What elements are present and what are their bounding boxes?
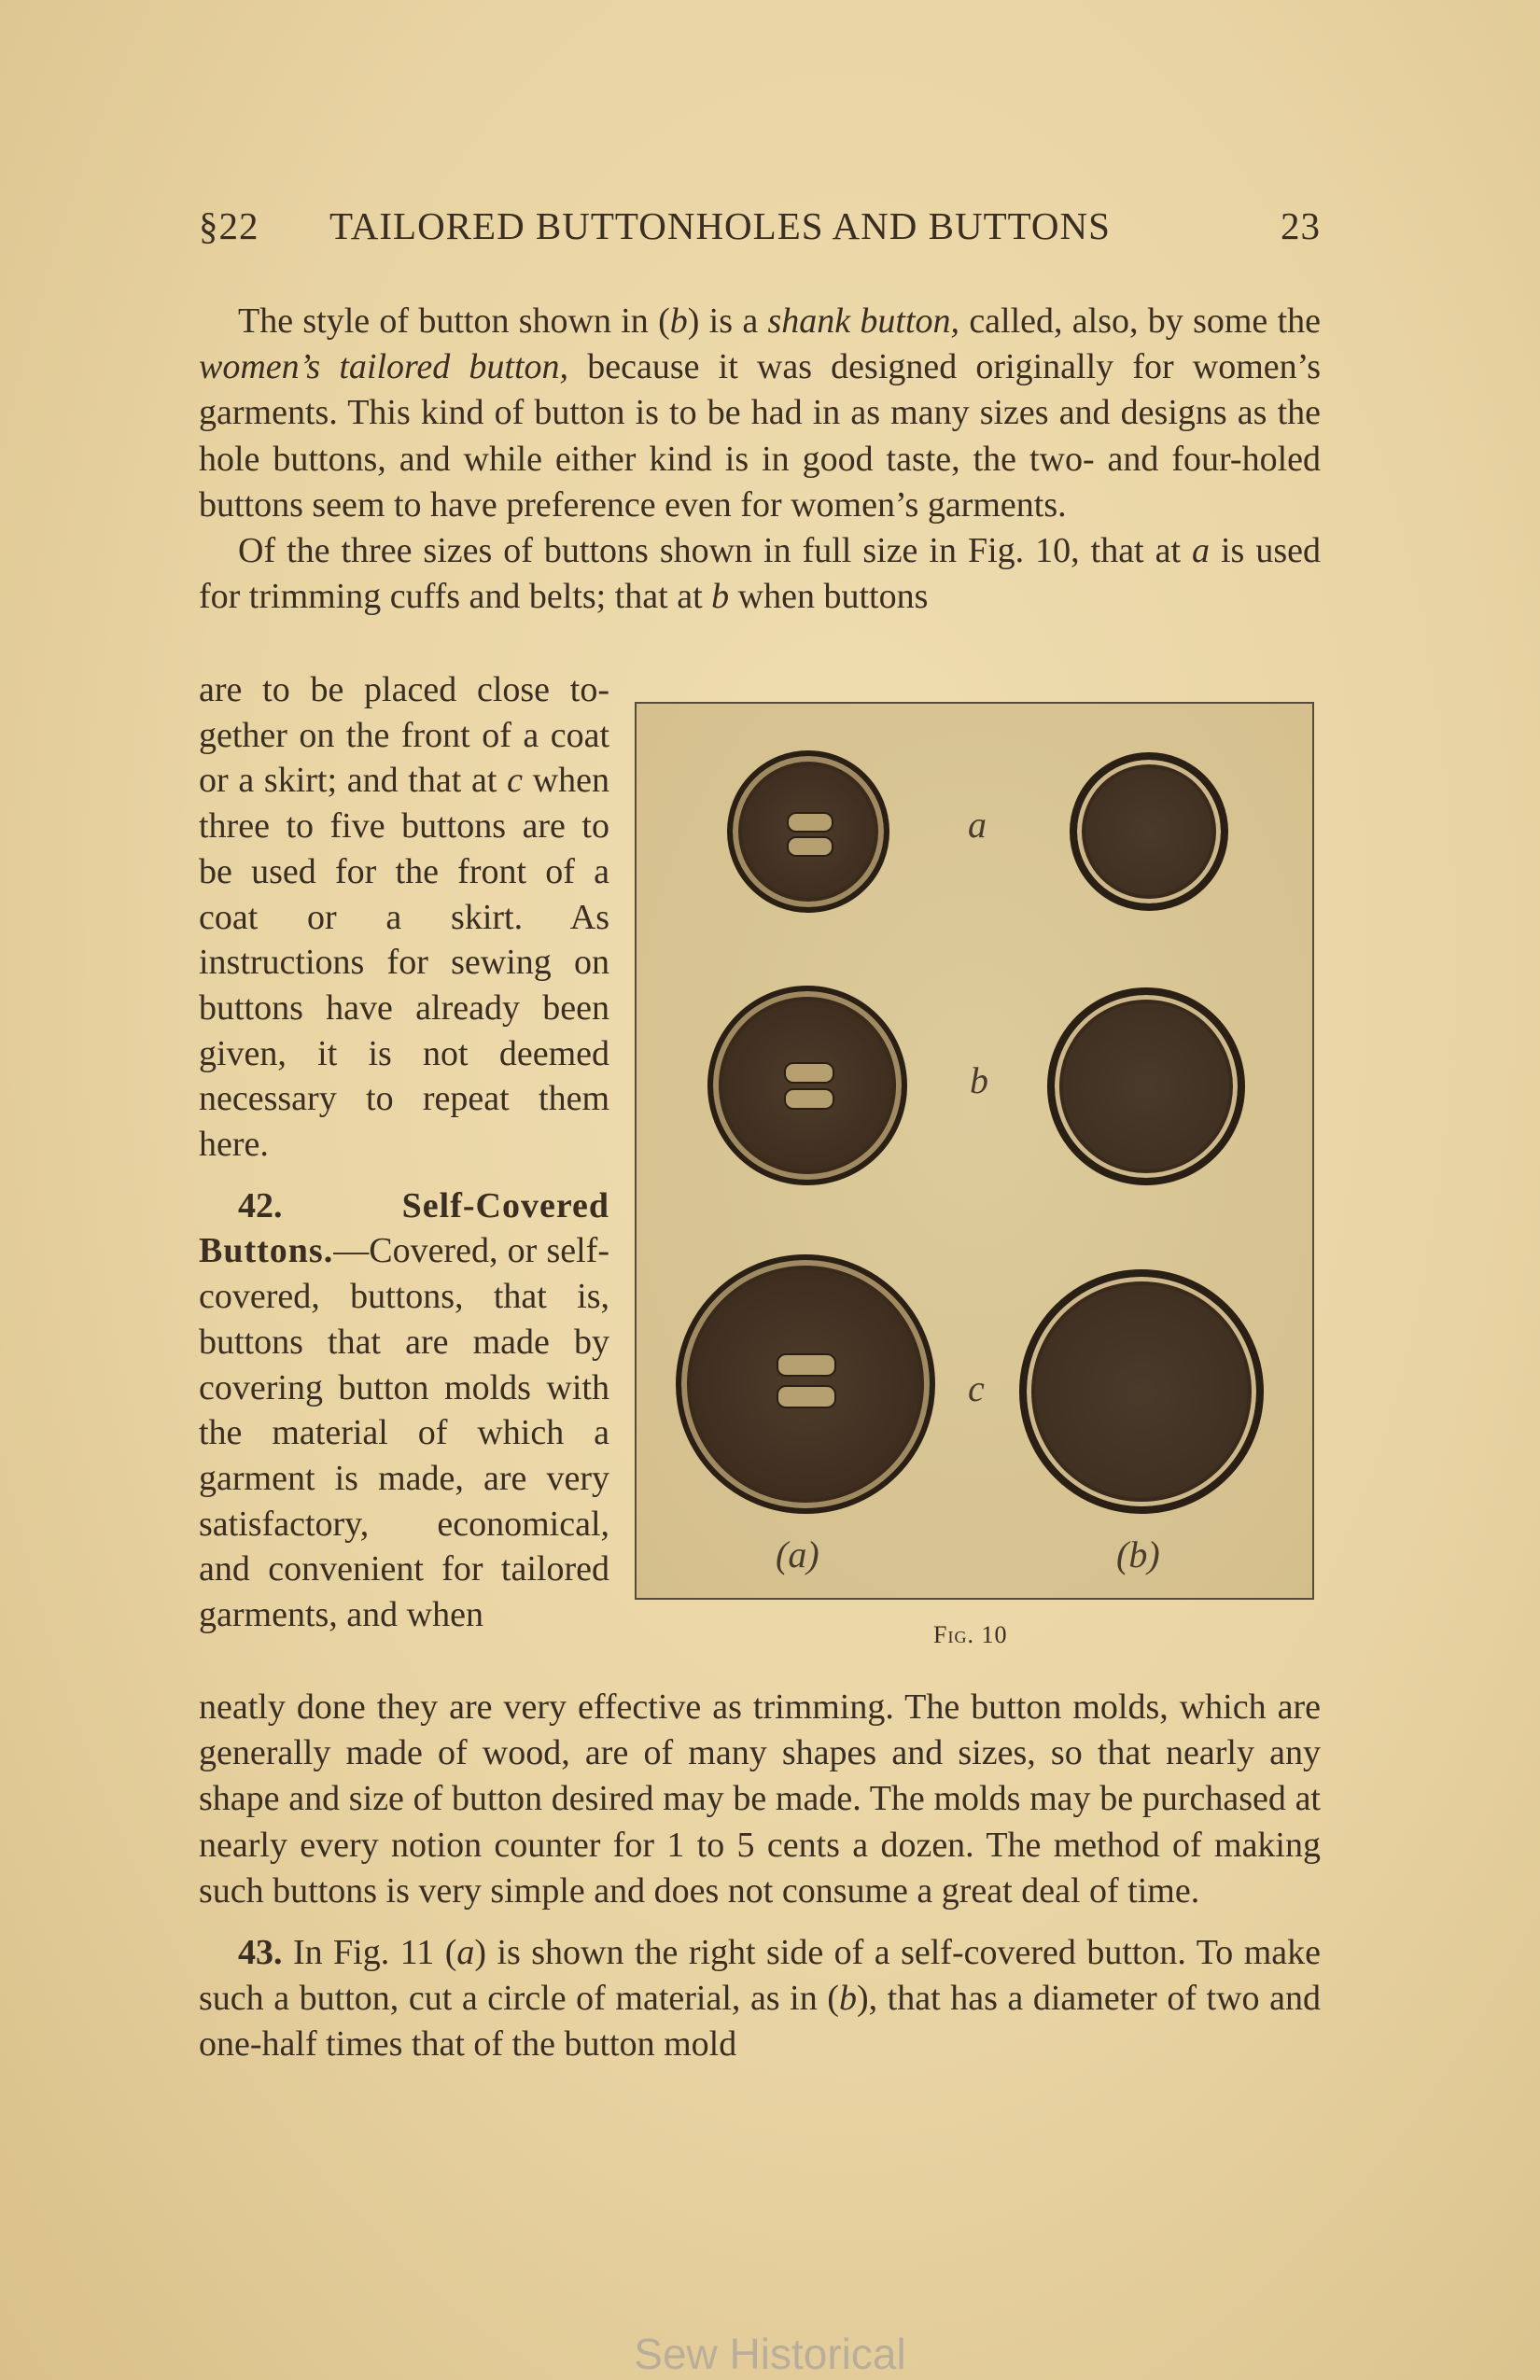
section-number: §22 [199,204,259,247]
hole-button-small [727,750,889,913]
paragraph-42-continued: neatly done they are very effective as trimming. The button molds, which are generally made of wood, are of many shapes and sizes, so that nearly any shape and size of button desired may be made. The molds may be purchased at nearly every notion counter for 1 to 5 cents a dozen. The method of making such buttons is very simple and does not consume a great deal of time. [199,1687,1321,1911]
button-hole [787,812,833,833]
paragraph-42-start: 42. Self-Covered Buttons.—Covered, or self-covered, buttons, that is, buttons that are made by covering button molds with the material of which a garment is made, are very satisfactory, economical, and convenient for tailored garments, and when [199,1185,609,1635]
section-43-number: 43. [238,1933,283,1973]
shank-button-large [1019,1269,1264,1514]
figure-row-label-b: b [970,1059,988,1101]
top-text-block [199,299,1321,620]
hole-button-medium [707,986,907,1185]
figure-col-label-a: (a) [776,1533,819,1575]
shank-button-small [1070,752,1228,911]
button-hole [777,1385,836,1408]
button-hole [784,1088,834,1110]
button-hole [777,1353,836,1377]
figure-row-label-c: c [968,1367,985,1409]
paragraph-three-sizes: Of the three sizes of buttons shown in full size in Fig. 10, that at a is used for trimming cuffs and belts; that at b when buttons [199,531,1321,617]
paragraph-shank-button: The style of button shown in (b) is a shank button, called, also, by some the women’s tailored button, because it was designed originally for women’s garments. This kind of button is to be had in as many sizes and designs as the hole buttons, and while either kind is in good taste, the two- and four-holed buttons seem to have preference even for women’s garments. [199,301,1321,525]
figure-caption: Fig. 10 [933,1621,1008,1648]
watermark: Sew Historical [634,2330,906,2378]
shank-button-medium [1047,987,1245,1185]
button-hole [784,1062,834,1084]
page-number: 23 [1281,204,1321,247]
figure-col-label-b: (b) [1116,1533,1160,1575]
button-hole [787,836,833,857]
wrapped-text-column [199,667,609,1638]
bottom-text-block [199,1685,1321,2068]
figure-10-buttons [635,702,1314,1600]
paragraph-43: 43. In Fig. 11 (a) is shown the right side of a self-covered button. To make such a button, cut a circle of material, as in (b), that has a diameter of two and one-half times that of the button mold [199,1933,1321,2065]
running-title: TAILORED BUTTONHOLES AND BUTTONS [329,204,1111,247]
hole-button-large [676,1254,935,1514]
section-42-title: Self-Covered Buttons. [199,1185,609,1271]
paragraph-three-sizes-continued: are to be placed close together on the front of a coat or a skirt; and that at c when three to five buttons are to be used for the front of a coat or a skirt. As instructions for sewing on buttons have already been given, it is not deemed necessary to repeat them here. [199,670,609,1165]
figure-row-label-a: a [968,804,987,846]
section-42-number: 42. [238,1185,283,1225]
